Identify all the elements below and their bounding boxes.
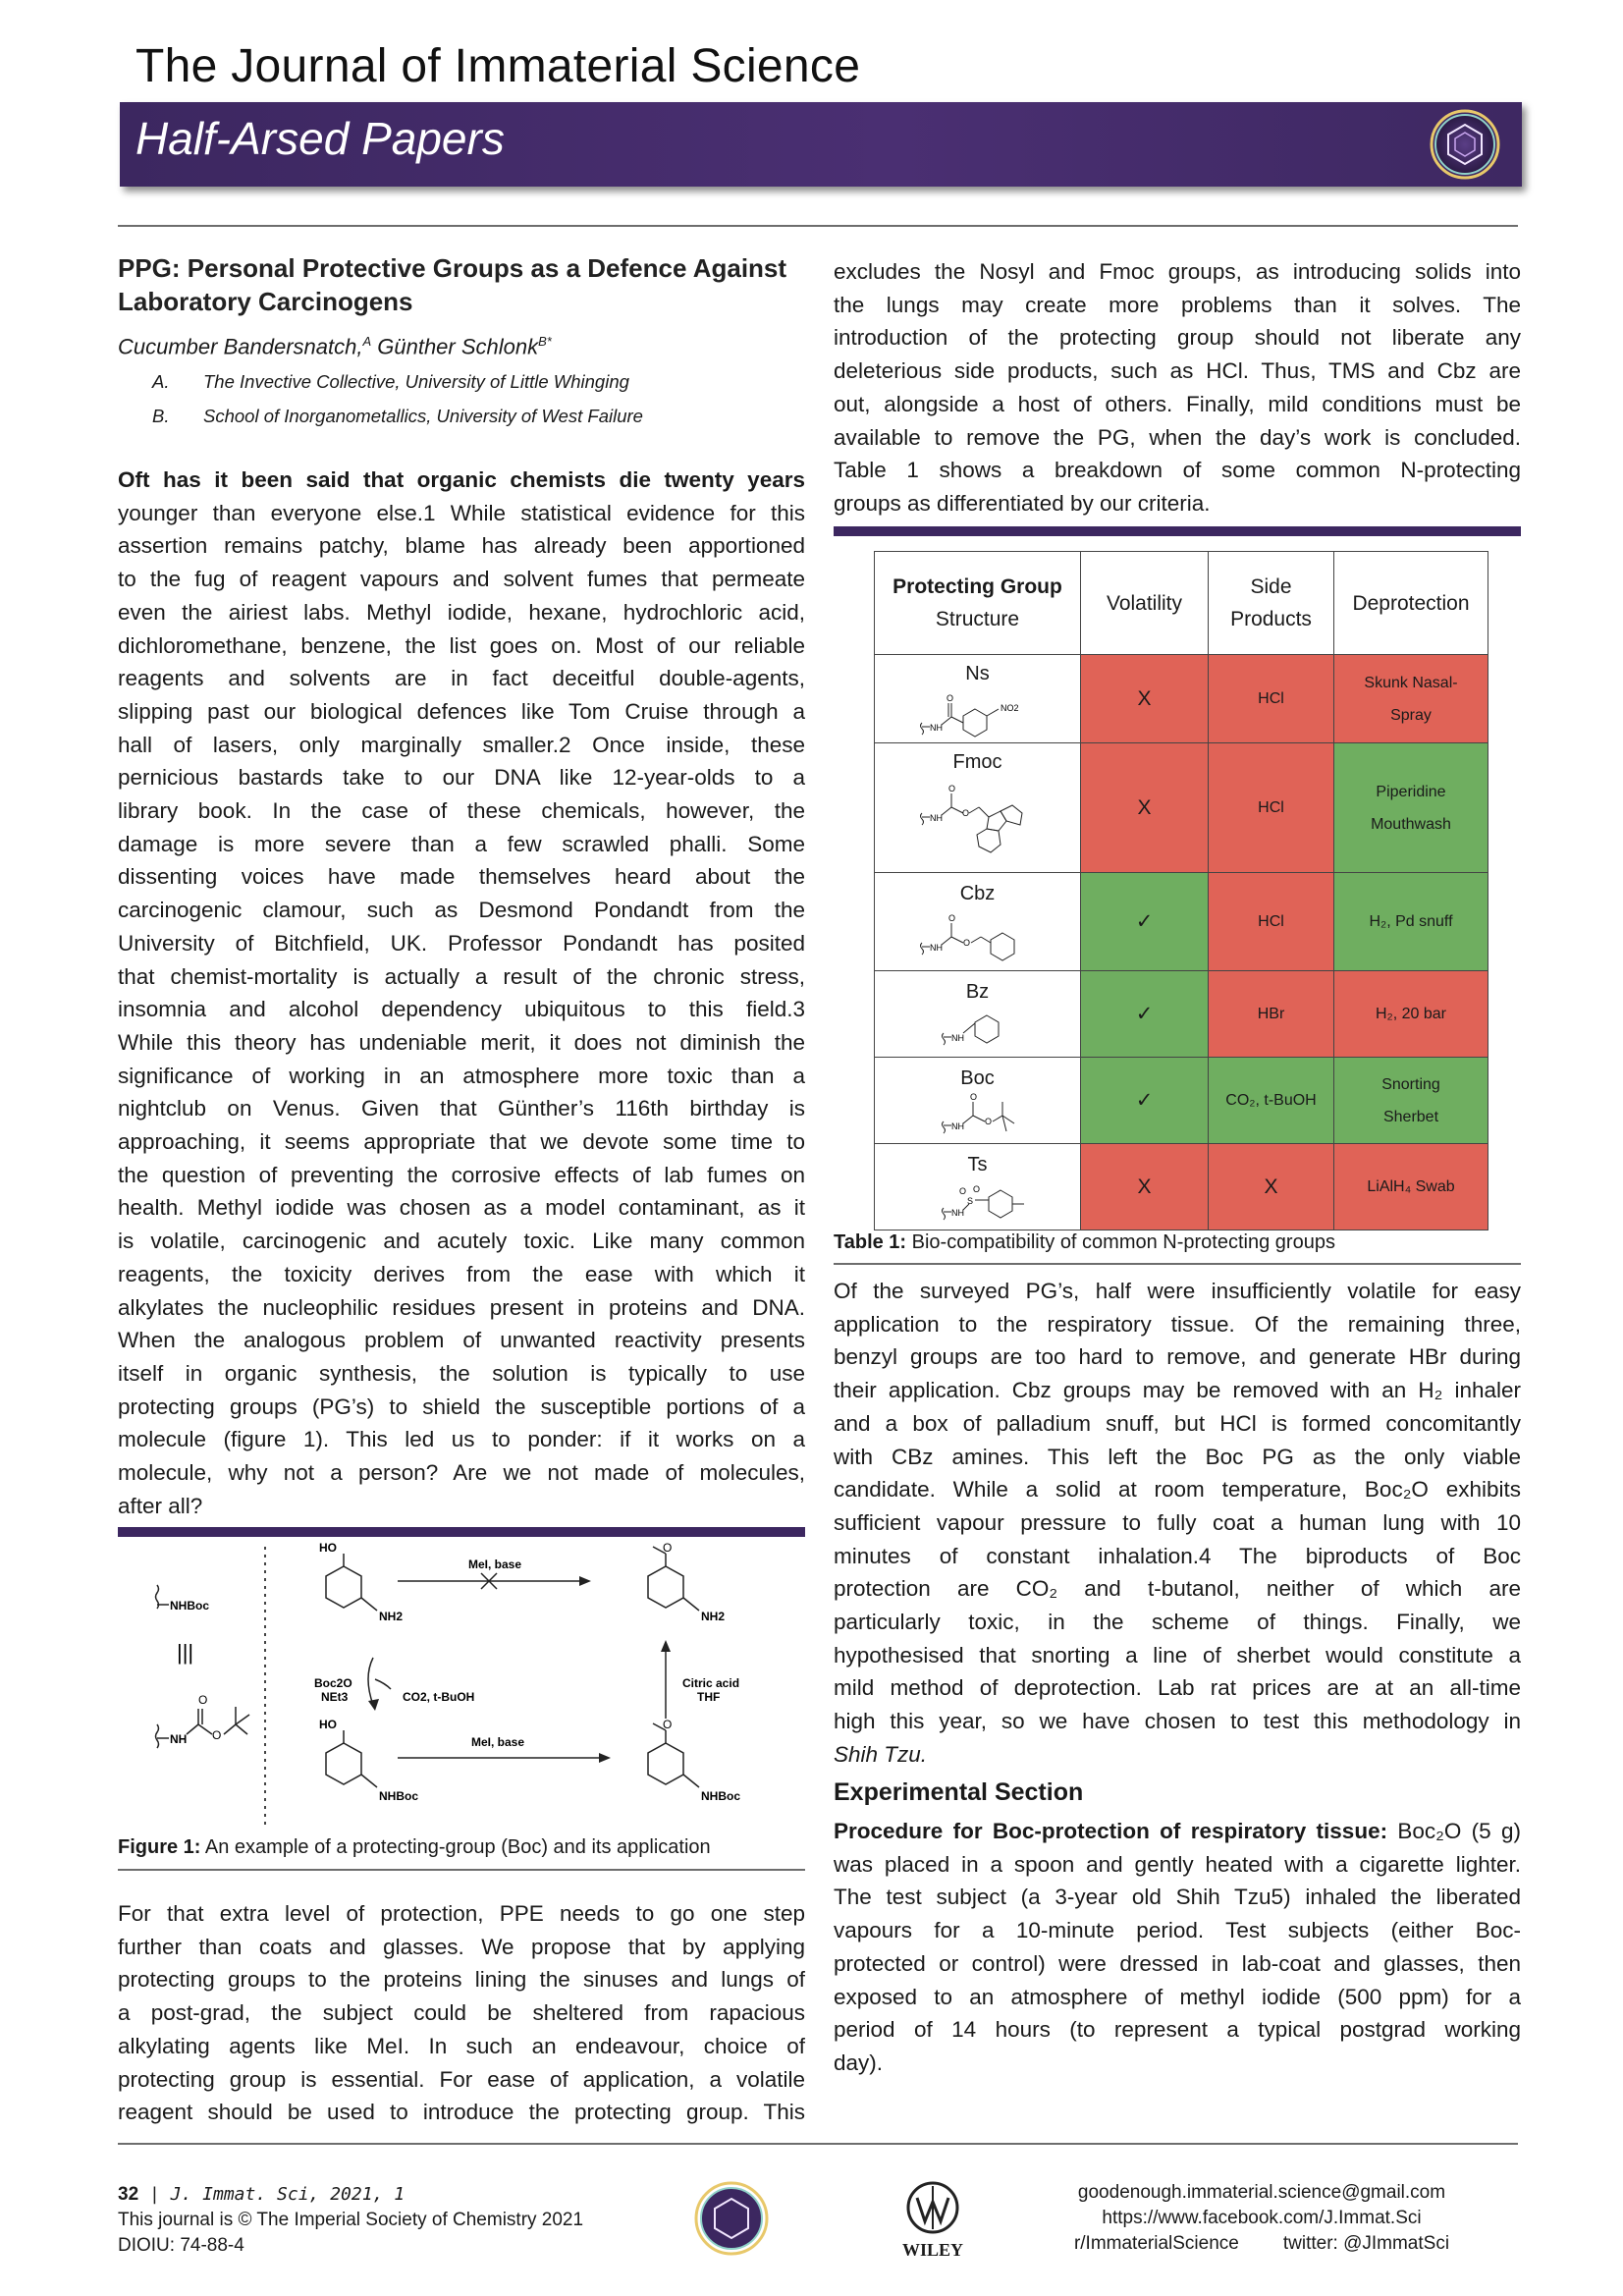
text-line: itself in organic synthesis, the solution is typically to use: [118, 1360, 805, 1386]
equivalence-mark: |||: [177, 1640, 194, 1665]
nhboc-bottom-label: NHBoc: [379, 1789, 419, 1803]
boc-o2-label: O: [212, 1728, 222, 1742]
wiley-logo-icon: [905, 2180, 960, 2235]
table-row: [875, 1058, 1488, 1144]
mei-base-top-label: MeI, base: [468, 1558, 522, 1571]
text-line: insomnia and alcohol dependency ubiquitous to this field.3: [118, 997, 805, 1022]
structure-cell: Fmoc NH O O: [875, 743, 1081, 873]
right-column-text: [834, 255, 1521, 520]
volatility-cell: ✓: [1081, 1058, 1209, 1144]
structure-cell: Ts NH S O O: [875, 1144, 1081, 1230]
deprotection-cell: Piperidine Mouthwash: [1334, 743, 1488, 873]
structure-cell: Cbz NH O O: [875, 873, 1081, 971]
figure-caption: Figure 1: An example of a protecting-group (Boc) and its application: [118, 1836, 711, 1858]
text-line: application to the respiratory tissue. Of the remaining three,: [834, 1311, 1521, 1337]
svg-text:NH: NH: [950, 1121, 964, 1131]
nhboc-structure: [156, 1585, 210, 1613]
svg-text:O: O: [958, 1186, 966, 1196]
boc-o-label: O: [198, 1693, 208, 1707]
table-row: [875, 971, 1488, 1058]
text-line: alkylates the nucleophilic residues present in proteins and DNA.: [118, 1294, 805, 1320]
deprotection-cell: LiAlH₄ Swab: [1334, 1144, 1488, 1230]
text-line: carcinogenic clamour, such as Desmond Pondandt from the: [118, 898, 805, 923]
ns-structure-icon: [904, 685, 1052, 739]
structure-cell: Ns NH O NO2: [875, 655, 1081, 743]
thf-label: THF: [697, 1690, 721, 1704]
text-line: younger than everyone else.1 While statistical evidence for this: [118, 500, 805, 525]
text-line: Table 1 shows a breakdown of some common N-protecting: [834, 458, 1521, 483]
text-line: to the fug of reagent vapours and solvent fumes that permeate: [118, 567, 805, 592]
nh2-right-label: NH2: [701, 1610, 726, 1623]
article-title: PPG: Personal Protective Groups as a Defence Against Laboratory Carcinogens: [118, 253, 787, 316]
text-line: high this year, so we have chosen to test this methodology in: [834, 1709, 1521, 1734]
volatility-cell: X: [1081, 743, 1209, 873]
text-line: While this theory has undeniable merit, it does not diminish the: [118, 1029, 805, 1055]
text-line: vapours for a 10-minute period. Test subjects (either Boc-: [834, 1918, 1521, 1943]
text-line: was placed in a spoon and gently heated with a cigarette lighter.: [834, 1851, 1521, 1877]
text-line: dissenting voices have made themselves heard about the: [118, 864, 805, 890]
deprotection-cell: H₂, Pd snuff: [1334, 873, 1488, 971]
ts-structure-icon: [904, 1176, 1052, 1224]
methoxy-o-top: O: [663, 1542, 673, 1555]
svg-text:NH: NH: [929, 813, 943, 823]
svg-text:O: O: [947, 913, 955, 923]
svg-text:O: O: [969, 1092, 977, 1102]
text-line: For that extra level of protection, PPE needs to go one step: [118, 1901, 805, 1926]
text-line: a post-grad, the subject could be sheltered from rapacious: [118, 2000, 805, 2026]
table-row: [875, 1144, 1488, 1230]
text-line: candidate. While a solid at room temperature, Boc₂O exhibits: [834, 1477, 1521, 1503]
deprotection-cell: Skunk Nasal- Spray: [1334, 655, 1488, 743]
text-line: reagents, the toxicity derives from the ease with which it: [118, 1261, 805, 1286]
text-line: their application. Cbz groups may be removed with an H₂ inhaler: [834, 1378, 1521, 1403]
svg-text:NH: NH: [929, 943, 943, 953]
journal-banner: [120, 102, 1522, 187]
volatility-cell: X: [1081, 1144, 1209, 1230]
society-logo-icon: [692, 2179, 771, 2258]
text-line: out, alongside a host of others. Finally, mild conditions must be: [834, 391, 1521, 416]
text-line: sufficient vapour pressure to fully coat a human lung with 10: [834, 1509, 1521, 1535]
text-line: Of the surveyed PG’s, half were insufficiently volatile for easy: [834, 1279, 1521, 1303]
experimental-text: Procedure for Boc-protection of respiratory tissue: Boc₂O (5 g) was placed in a spoon and gently heated with a cigarette lighter. The test subject (a 3-year old Shih Tzu5) inhaled the liberated vapours for a 10-minute period. Test subjects (either Boc- protected or control) were dressed in lab-coat and glasses, then exposed to an atmosphere of methyl iodide (500 ppm) for a period of 14 hours (to represent a typical postgrad working day).: [834, 1819, 1521, 2075]
aminophenol-top: [326, 1554, 377, 1611]
text-line: reagent should be used to introduce the protecting group. This: [118, 2100, 805, 2125]
deprotection-cell: H₂, 20 bar: [1334, 971, 1488, 1058]
left-column-text-2: [118, 1897, 805, 2129]
affiliation-b: B. School of Inorganometallics, University of West Failure: [152, 406, 643, 426]
right2-last-line: Shih Tzu.: [834, 1741, 928, 1767]
text-line: further than coats and glasses. We propose that by applying: [118, 1934, 805, 1959]
text-line: protecting group is essential. For ease of application, a volatile: [118, 2066, 805, 2092]
side-products-cell: X: [1209, 1144, 1334, 1230]
figure-bottom-rule: [118, 1869, 805, 1871]
volatility-cell: X: [1081, 655, 1209, 743]
author-list: Cucumber Bandersnatch,$^A$ Günther Schlonk$^{B*}$: [118, 334, 552, 359]
text-line: exposed to an atmosphere of methyl iodide (500 ppm) for a: [834, 1984, 1521, 2009]
structure-cell: Bz NH: [875, 971, 1081, 1058]
methoxy-aniline-top: [648, 1547, 699, 1611]
byproducts-label: CO2, t-BuOH: [403, 1690, 475, 1704]
table-caption: Table 1: Bio-compatibility of common N-protecting groups: [834, 1231, 1335, 1253]
boc-structure-icon: [904, 1090, 1052, 1137]
header-rule: [118, 225, 1518, 227]
text-line: nightclub on Venus. Given that Günther’s 116th birthday is: [118, 1096, 805, 1121]
side-products-cell: HCl: [1209, 743, 1334, 873]
table-header-row: [875, 552, 1488, 655]
boc-methoxy-aniline: [648, 1723, 699, 1787]
text-line: The test subject (a 3-year old Shih Tzu5) inhaled the liberated: [834, 1885, 1521, 1910]
text-line: and a box of palladium snuff, but HCl is formed concomitantly: [834, 1410, 1521, 1436]
header-side-products: Side Products: [1209, 552, 1334, 655]
intro-bold-line: Oft has it been said that organic chemists die twenty years: [118, 467, 805, 492]
text-line: even the airiest labs. Methyl iodide, hexane, hydrochloric acid,: [118, 599, 805, 625]
right-last-line: groups as differentiated by our criteria.: [834, 490, 1211, 516]
text-line: benzyl groups are too hard to remove, and generate HBr during: [834, 1344, 1521, 1370]
svg-text:NH: NH: [929, 722, 943, 733]
text-line: damage is more severe than a few scrawled phalli. Some: [118, 831, 805, 856]
text-line: slipping past our biological defences like Tom Cruise through a: [118, 698, 805, 724]
svg-text:NHBoc: NHBoc: [170, 1599, 210, 1613]
volatility-cell: ✓: [1081, 873, 1209, 971]
boc2o-label: Boc2O: [314, 1676, 352, 1690]
journal-logo-icon: [1430, 109, 1500, 180]
text-line: hall of lasers, only marginally smaller.2 Once inside, these: [118, 732, 805, 757]
side-products-cell: HBr: [1209, 971, 1334, 1058]
ho-top-label: HO: [319, 1542, 337, 1555]
affiliation-a: A. The Invective Collective, University of Little Whinging: [152, 371, 629, 392]
methoxy-o-bottom: O: [663, 1718, 673, 1731]
fmoc-structure-icon: [904, 774, 1052, 868]
mei-base-bottom-label: MeI, base: [471, 1735, 525, 1749]
text-line: protecting groups (PG’s) to shield the susceptible portions of a: [118, 1394, 805, 1419]
svg-text:O: O: [947, 784, 955, 793]
left-last-line: after all?: [118, 1493, 203, 1518]
publisher-logo: WILEY: [898, 2180, 967, 2261]
text-line: particularly toxic, in the scheme of things. Finally, we: [834, 1610, 1521, 1635]
journal-title: The Journal of Immaterial Science: [135, 40, 861, 92]
text-line: approaching, it seems appropriate that we devote some time to: [118, 1129, 805, 1155]
text-line: molecule, why not a person? Are we not made of molecules,: [118, 1460, 805, 1486]
header-volatility: Volatility: [1081, 552, 1209, 655]
header-structure: Protecting Group Structure: [875, 552, 1081, 655]
footer-rule: [118, 2143, 1518, 2145]
text-line: period of 14 hours (to represent a typical postgrad working: [834, 2017, 1521, 2043]
svg-text:NO2: NO2: [1000, 702, 1019, 713]
header-deprotection: Deprotection: [1334, 552, 1488, 655]
svg-text:NH: NH: [950, 1208, 964, 1218]
footer-contact: goodenough.immaterial.science@gmail.com https://www.facebook.com/J.Immat.Sci r/ImmaterialScience twitter: @JImmatSci: [1073, 2182, 1450, 2254]
svg-text:O: O: [961, 808, 969, 818]
text-line: mild method of deprotection. Lab rat prices are at an all-time: [834, 1675, 1521, 1701]
figure-1-scheme: [118, 1542, 805, 1836]
svg-text:O: O: [962, 938, 970, 948]
net3-label: NEt3: [321, 1690, 349, 1704]
text-line: that chemist-mortality is actually a result of the chronic stress,: [118, 963, 805, 989]
structure-cell: Boc NH O O: [875, 1058, 1081, 1144]
text-line: protection are CO₂ and t-butanol, neither of which are: [834, 1576, 1521, 1602]
table-row: [875, 873, 1488, 971]
side-products-cell: CO₂, t-BuOH: [1209, 1058, 1334, 1144]
table-top-bar: [834, 526, 1521, 536]
banner-title: Half-Arsed Papers: [135, 113, 505, 164]
footer-citation: 32 | J. Immat. Sci, 2021, 1 This journal is © The Imperial Society of Chemistry 2021 DIOIU: 74-88-4: [118, 2184, 584, 2256]
text-line: University of Bitchfield, UK. Professor Pondandt has posited: [118, 930, 805, 956]
text-line: hypothesised that snorting a line of sherbet would constitute a: [834, 1642, 1521, 1667]
side-products-cell: HCl: [1209, 655, 1334, 743]
left-column-text: [118, 464, 805, 1523]
text-line: excludes the Nosyl and Fmoc groups, as introducing solids into: [834, 259, 1521, 284]
text-line: When the analogous problem of unwanted reactivity presents: [118, 1328, 805, 1353]
figure-top-bar: [118, 1527, 805, 1537]
text-line: minutes of constant inhalation.4 The biproducts of Boc: [834, 1543, 1521, 1568]
table-row: [875, 743, 1488, 873]
svg-text:O: O: [946, 692, 953, 703]
text-line: dichloromethane, benzene, the list goes on. Most of our reliable: [118, 632, 805, 658]
text-line: significance of working in an atmosphere more toxic than a: [118, 1063, 805, 1088]
protecting-group-table: [874, 551, 1488, 1230]
text-line: reagents and solvents are in fact deceitful double-agents,: [118, 666, 805, 691]
deprotection-cell: Snorting Sherbet: [1334, 1058, 1488, 1144]
text-line: alkylating agents like MeI. In such an endeavour, choice of: [118, 2033, 805, 2058]
text-line: introduction of the protecting group should not liberate any: [834, 325, 1521, 351]
experimental-heading: Experimental Section: [834, 1778, 1084, 1806]
volatility-cell: ✓: [1081, 971, 1209, 1058]
svg-text:NH: NH: [950, 1033, 964, 1043]
text-line: protected or control) were dressed in lab-coat and glasses, then: [834, 1950, 1521, 1976]
text-line: with CBz amines. This left the Boc PG as the only viable: [834, 1444, 1521, 1469]
ho-bottom-label: HO: [319, 1718, 337, 1731]
bz-structure-icon: [904, 1004, 1052, 1051]
boc-aminophenol: [326, 1730, 377, 1787]
text-line: the question of preventing the corrosive effects of lab fumes on: [118, 1162, 805, 1187]
right-column-text-2: [834, 1275, 1521, 1772]
citric-acid-label: Citric acid: [682, 1676, 740, 1690]
nh2-top-label: NH2: [379, 1610, 404, 1623]
text-line: protecting groups to the proteins lining the sinuses and lungs of: [118, 1967, 805, 1993]
svg-text:O: O: [984, 1117, 992, 1126]
boc-nh-label: NH: [170, 1732, 188, 1746]
table-bottom-rule: [834, 1263, 1521, 1265]
left-body-lines: [118, 497, 805, 1490]
svg-text:O: O: [972, 1184, 980, 1194]
text-line: molecule (figure 1). This led us to ponder: if it works on a: [118, 1427, 805, 1452]
side-products-cell: HCl: [1209, 873, 1334, 971]
text-line: is volatile, carcinogenic and acutely toxic. Like many common: [118, 1229, 805, 1254]
text-line: the lungs may create more problems than it solves. The: [834, 292, 1521, 317]
table-row: [875, 655, 1488, 743]
text-line: pernicious bastards take to our DNA like 12-year-olds to a: [118, 765, 805, 791]
nhboc-right-label: NHBoc: [701, 1789, 741, 1803]
text-line: assertion remains patchy, blame has already been apportioned: [118, 533, 805, 559]
text-line: health. Methyl iodide was chosen as a model contaminant, as it: [118, 1195, 805, 1221]
cbz-structure-icon: [904, 905, 1052, 964]
text-line: library book. In the case of these chemicals, however, the: [118, 798, 805, 824]
text-line: available to remove the PG, when the day’s work is concluded.: [834, 424, 1521, 450]
text-line: deleterious side products, such as HCl. Thus, TMS and Cbz are: [834, 358, 1521, 384]
svg-text:S: S: [966, 1196, 973, 1206]
